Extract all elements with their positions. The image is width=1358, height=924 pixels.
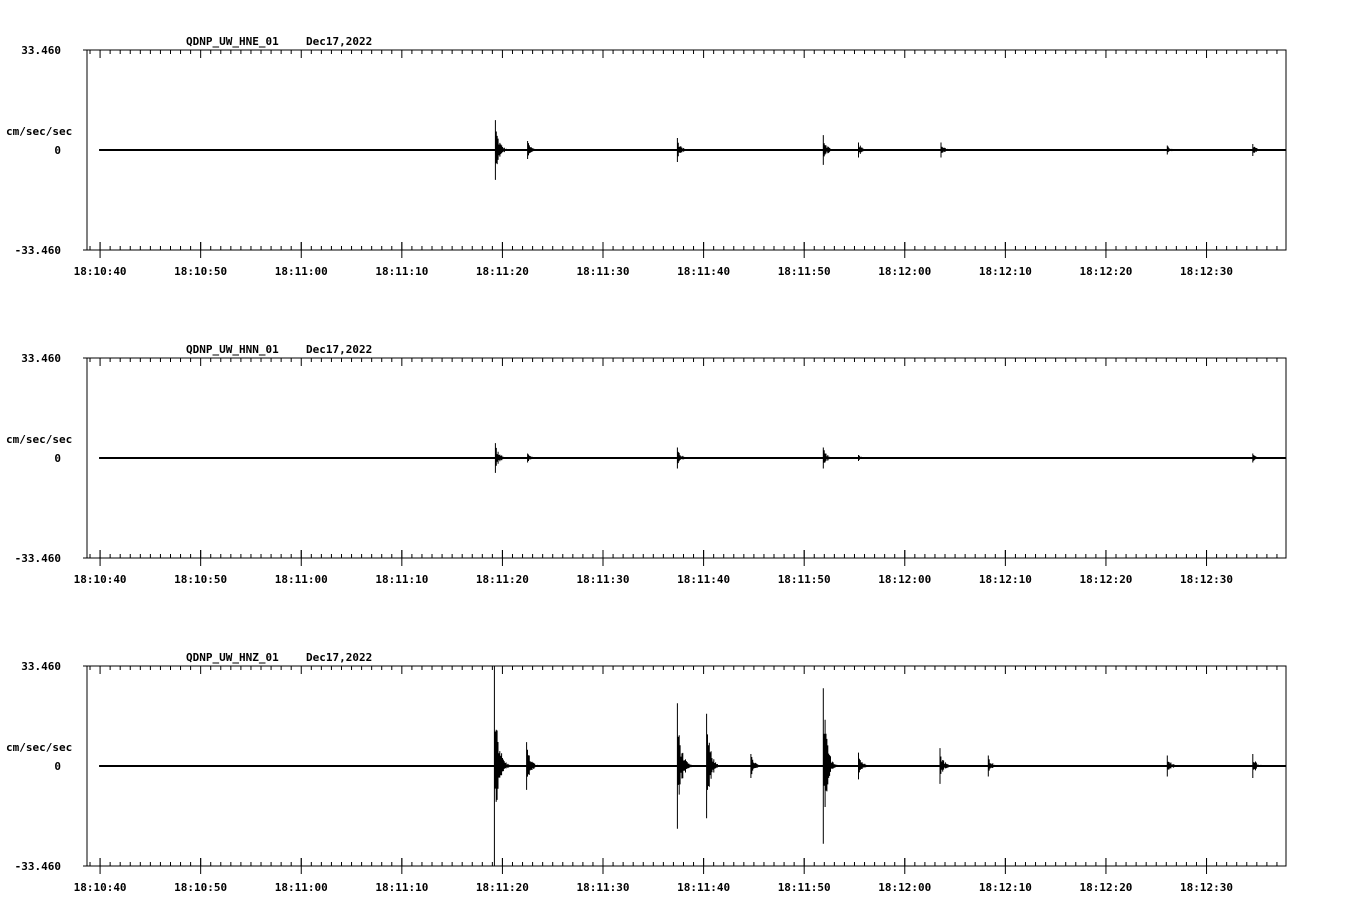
waveform-burst <box>677 138 693 162</box>
x-tick-label: 18:12:10 <box>978 573 1032 586</box>
station-title: QDNP_UW_HNZ_01 <box>186 651 279 664</box>
date-title: Dec17,2022 <box>306 343 373 356</box>
x-tick-label: 18:10:50 <box>174 265 228 278</box>
x-tick-label: 18:10:40 <box>73 573 127 586</box>
x-tick-label: 18:10:40 <box>73 265 127 278</box>
waveform-burst <box>527 742 543 790</box>
y-tick-label: 33.460 <box>21 352 61 365</box>
x-tick-label: 18:10:50 <box>174 881 228 894</box>
y-axis-unit: cm/sec/sec <box>6 741 73 754</box>
x-tick-label: 18:12:30 <box>1180 265 1234 278</box>
x-tick-label: 18:11:30 <box>576 265 630 278</box>
x-tick-label: 18:12:20 <box>1079 573 1133 586</box>
panel-0 <box>6 35 1286 278</box>
x-tick-label: 18:11:20 <box>475 881 529 894</box>
x-tick-label: 18:11:20 <box>475 573 529 586</box>
waveform-burst <box>1253 754 1269 778</box>
waveform-burst <box>941 143 957 158</box>
waveform-burst <box>528 141 544 159</box>
x-tick-label: 18:11:10 <box>375 881 429 894</box>
waveform-burst <box>823 135 839 165</box>
waveform-burst <box>495 120 511 180</box>
x-tick-label: 18:11:00 <box>274 881 328 894</box>
panel-2 <box>6 651 1286 894</box>
x-tick-label: 18:12:10 <box>978 881 1032 894</box>
x-tick-label: 18:12:20 <box>1079 881 1133 894</box>
waveform-burst <box>707 714 723 819</box>
x-tick-label: 18:11:00 <box>274 573 328 586</box>
x-tick-label: 18:11:50 <box>777 881 831 894</box>
y-tick-label: 0 <box>54 760 61 773</box>
station-title: QDNP_UW_HNE_01 <box>186 35 279 48</box>
y-tick-label: 33.460 <box>21 44 61 57</box>
waveform-burst <box>940 748 956 784</box>
x-tick-label: 18:11:30 <box>576 573 630 586</box>
waveform-burst <box>859 143 875 158</box>
waveform-burst <box>859 753 875 780</box>
station-title: QDNP_UW_HNN_01 <box>186 343 279 356</box>
y-tick-label: -33.460 <box>14 552 61 565</box>
waveform-burst <box>751 754 767 778</box>
x-tick-label: 18:11:30 <box>576 881 630 894</box>
x-tick-label: 18:12:30 <box>1180 881 1234 894</box>
x-tick-label: 18:10:40 <box>73 881 127 894</box>
waveform-burst <box>495 443 511 473</box>
x-tick-label: 18:11:40 <box>677 881 731 894</box>
x-tick-label: 18:11:00 <box>274 265 328 278</box>
x-tick-label: 18:12:10 <box>978 265 1032 278</box>
waveform-burst <box>1167 756 1183 777</box>
waveform-burst <box>823 688 839 843</box>
x-tick-label: 18:12:00 <box>878 265 932 278</box>
y-axis-unit: cm/sec/sec <box>6 125 73 138</box>
waveform-burst <box>677 703 693 829</box>
waveform-burst <box>1167 146 1183 155</box>
x-tick-label: 18:11:40 <box>677 265 731 278</box>
x-tick-label: 18:11:50 <box>777 573 831 586</box>
x-tick-label: 18:10:50 <box>174 573 228 586</box>
waveform-burst <box>494 666 510 866</box>
y-tick-label: 33.460 <box>21 660 61 673</box>
panel-1 <box>6 343 1286 586</box>
y-tick-label: 0 <box>54 452 61 465</box>
x-tick-label: 18:11:10 <box>375 265 429 278</box>
waveform-burst <box>988 756 1004 777</box>
date-title: Dec17,2022 <box>306 651 373 664</box>
x-tick-label: 18:12:30 <box>1180 573 1234 586</box>
waveform-burst <box>1253 454 1269 463</box>
x-tick-label: 18:11:40 <box>677 573 731 586</box>
x-tick-label: 18:12:00 <box>878 881 932 894</box>
x-tick-label: 18:11:50 <box>777 265 831 278</box>
x-tick-label: 18:12:20 <box>1079 265 1133 278</box>
waveform-burst <box>677 448 693 469</box>
x-tick-label: 18:12:00 <box>878 573 932 586</box>
waveform-burst <box>1253 144 1269 156</box>
x-tick-label: 18:11:10 <box>375 573 429 586</box>
y-tick-label: -33.460 <box>14 244 61 257</box>
y-axis-unit: cm/sec/sec <box>6 433 73 446</box>
y-tick-label: 0 <box>54 144 61 157</box>
y-tick-label: -33.460 <box>14 860 61 873</box>
waveform-burst <box>823 448 839 469</box>
x-tick-label: 18:11:20 <box>475 265 529 278</box>
date-title: Dec17,2022 <box>306 35 373 48</box>
